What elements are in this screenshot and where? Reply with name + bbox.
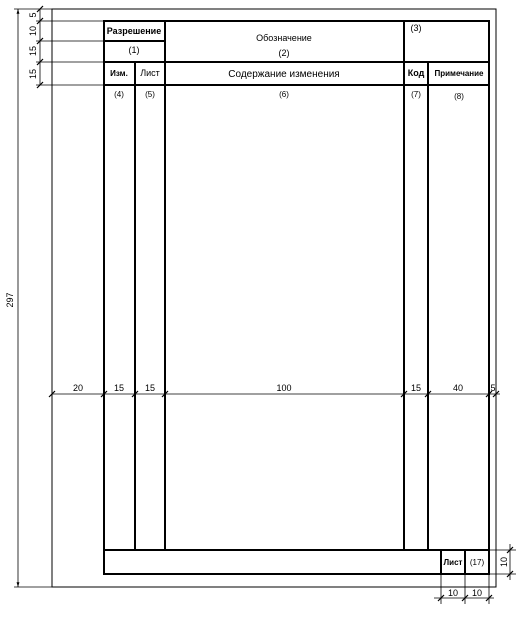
col-list-label: Лист: [140, 68, 160, 78]
razreshenie-label: Разрешение: [106, 26, 162, 36]
col-soderzhanie-label: Содержание изменения: [228, 69, 340, 80]
col-primechanie-number: (8): [454, 92, 464, 101]
col-list-number: (5): [145, 90, 155, 99]
dim-top-margin: 5: [28, 12, 38, 18]
dim-col-list: 15: [144, 383, 156, 393]
oboznachenie-number: (2): [278, 48, 290, 58]
footer-list-number: (17): [469, 558, 485, 567]
oboznachenie-label: Обозначение: [256, 33, 312, 43]
dim-row-header: 15: [28, 68, 38, 80]
field3-number: (3): [410, 23, 422, 33]
dim-footer-list-width: 10: [447, 588, 459, 598]
dim-row-oboznachenie: 15: [28, 45, 38, 57]
dim-col-primechanie: 40: [452, 383, 464, 393]
form-frame: [104, 21, 489, 574]
dim-col-kod: 15: [410, 383, 422, 393]
col-kod-number: (7): [411, 90, 421, 99]
dim-left-margin: 20: [72, 383, 84, 393]
razreshenie-number: (1): [128, 45, 140, 55]
col-primechanie-label: Примечание: [434, 69, 484, 78]
dimension-lines: [14, 9, 516, 604]
dim-footer-height: 10: [499, 556, 509, 568]
dim-footer-num-width: 10: [471, 588, 483, 598]
dim-row-razreshenie: 10: [28, 25, 38, 37]
footer-list-label: Лист: [443, 558, 463, 567]
col-izm-number: (4): [114, 90, 124, 99]
dim-total-height: 297: [5, 292, 15, 308]
dimension-ticks: [37, 6, 513, 601]
col-izm-label: Изм.: [110, 69, 128, 78]
col-kod-label: Код: [407, 68, 425, 78]
col-soderzhanie-number: (6): [279, 90, 289, 99]
dim-right-margin: 5: [490, 383, 496, 393]
dim-col-soderzhanie: 100: [276, 383, 292, 393]
dim-col-izm: 15: [113, 383, 125, 393]
